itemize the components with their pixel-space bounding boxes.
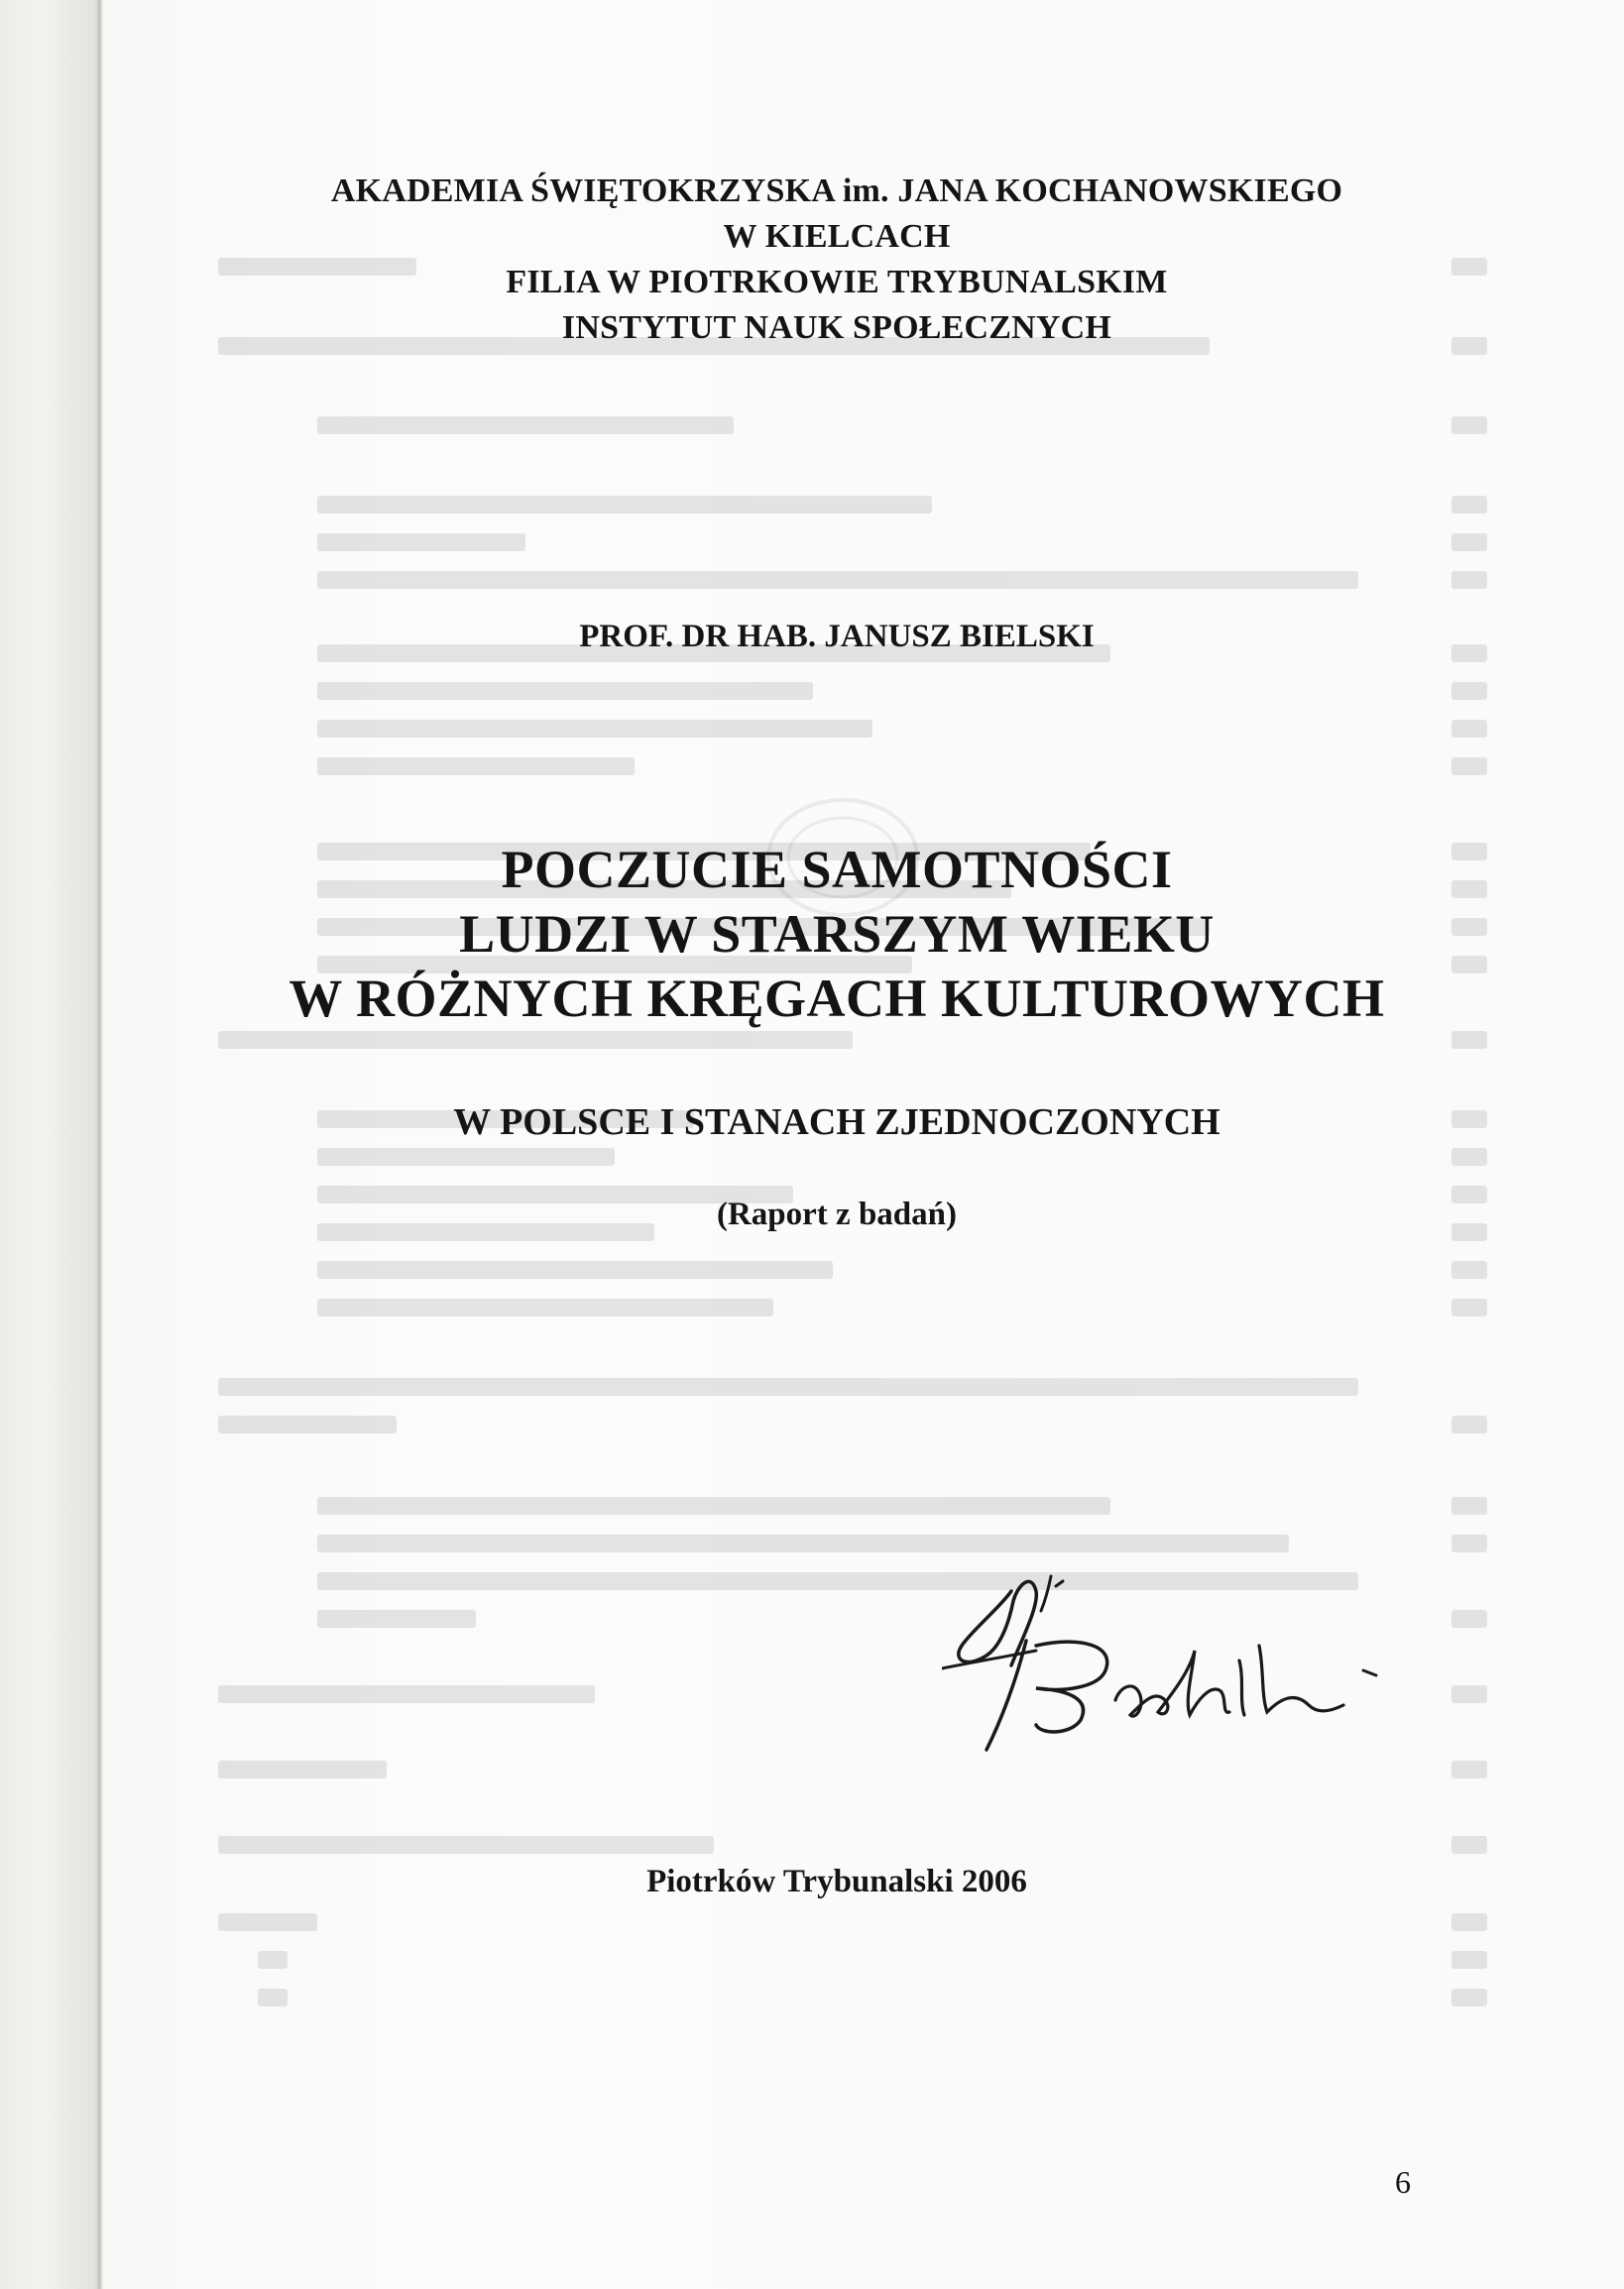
author-name: PROF. DR HAB. JANUSZ BIELSKI (579, 619, 1095, 654)
handwritten-signature (942, 1551, 1388, 1779)
institution-line-3: FILIA W PIOTRKOWIE TRYBUNALSKIM (506, 264, 1168, 300)
institution-line-4: INSTYTUT NAUK SPOŁECZNYCH (561, 309, 1112, 346)
institution-header (159, 169, 1515, 351)
institution-line-2: W KIELCACH (723, 218, 951, 255)
page-number: 6 (1395, 2164, 1411, 2200)
institution-line-1: AKADEMIA ŚWIĘTOKRZYSKA im. JANA KOCHANOWSKIEGO (330, 172, 1343, 209)
document-title (159, 838, 1515, 1031)
report-note: (Raport z badań) (716, 1197, 957, 1232)
title-line-2: LUDZI W STARSZYM WIEKU (459, 904, 1215, 964)
title-line-3: W RÓŻNYCH KRĘGACH KULTUROWYCH (289, 969, 1385, 1028)
document-subtitle: W POLSCE I STANACH ZJEDNOCZONYCH (453, 1101, 1220, 1143)
page-binding-edge (0, 0, 103, 2289)
page-fold-line (98, 0, 101, 2289)
place-and-year: Piotrków Trybunalski 2006 (646, 1864, 1027, 1899)
title-line-1: POCZUCIE SAMOTNOŚCI (501, 840, 1173, 899)
